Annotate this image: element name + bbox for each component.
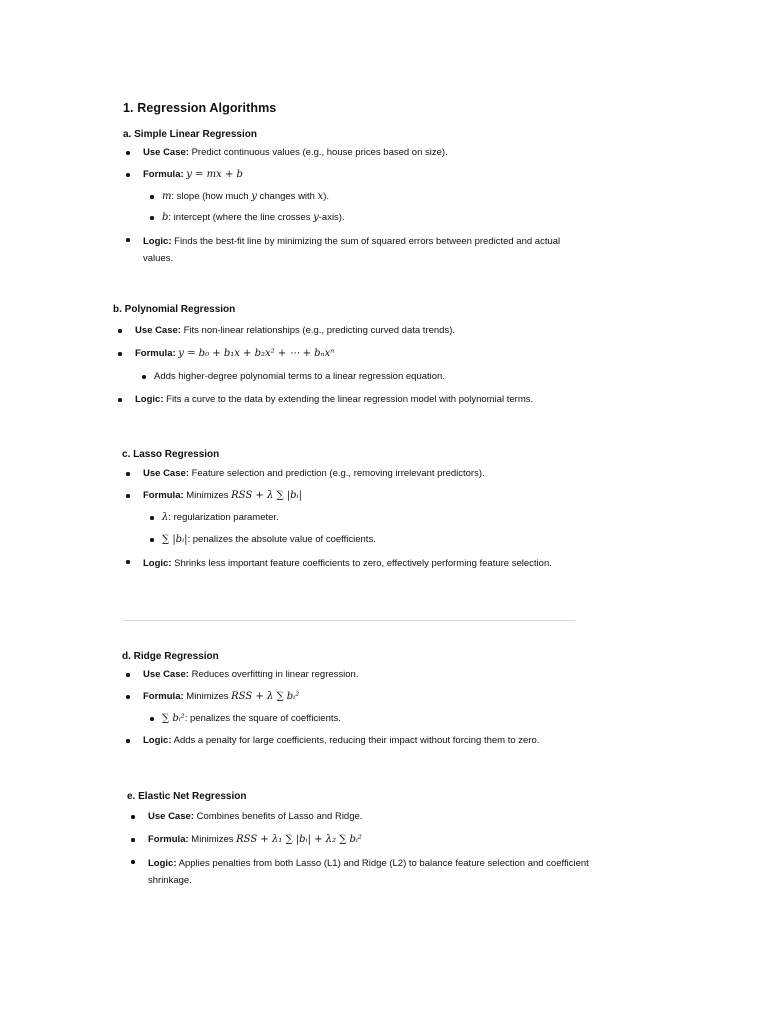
list-item: [143, 668, 592, 682]
list-item: [143, 555, 562, 572]
formula-label: Formula:: [135, 348, 176, 359]
use-case-label: Use Case:: [135, 325, 181, 336]
logic-text: Shrinks less important feature coefficients to zero, effectively performing feature selection.: [174, 558, 552, 569]
text: changes with: [256, 191, 318, 202]
list-item: [162, 533, 562, 547]
list-item: [143, 734, 592, 748]
subsection-title: d. Ridge Regression: [122, 651, 219, 662]
formula: y = b₀ + b₁x + b₂x² + ⋯ + bₙxⁿ: [178, 348, 335, 359]
text: : slope (how much: [171, 191, 252, 202]
bullet-list: [143, 146, 563, 267]
list-item: [143, 233, 563, 267]
math-symbol: ∑ |bᵢ|: [162, 534, 188, 545]
ridge-regression-section: [122, 651, 592, 748]
list-item: [162, 190, 563, 204]
math-symbol: ∑ bᵢ²: [162, 713, 185, 724]
formula: RSS + λ₁ ∑ |bᵢ| + λ₂ ∑ bᵢ²: [236, 834, 362, 845]
list-item: [162, 211, 563, 225]
math-symbol: x: [317, 191, 324, 202]
formula-label: Formula:: [143, 169, 184, 180]
list-item: [148, 855, 597, 889]
text: -axis).: [318, 212, 345, 223]
list-item: [148, 833, 597, 847]
bullet-list: [143, 668, 592, 748]
simple-linear-regression-section: [123, 129, 563, 267]
elastic-net-regression-section: [127, 791, 597, 889]
formula: y = mx + b: [186, 169, 243, 180]
bullet-list: [135, 324, 613, 407]
math-symbol: y: [251, 191, 257, 202]
math-symbol: λ: [162, 512, 169, 523]
subsection-title: e. Elastic Net Regression: [127, 791, 247, 802]
section-heading: 1. Regression Algorithms: [123, 101, 277, 115]
minimizes-text: Minimizes: [191, 834, 234, 845]
logic-label: Logic:: [143, 558, 172, 569]
use-case-text: Fits non-linear relationships (e.g., predicting curved data trends).: [183, 325, 456, 336]
logic-label: Logic:: [148, 858, 177, 869]
logic-text: Finds the best-fit line by minimizing the sum of squared errors between predicted and actual values.: [143, 236, 561, 264]
use-case-text: Reduces overfitting in linear regression.: [191, 669, 359, 680]
logic-label: Logic:: [143, 236, 172, 247]
bullet-list: [148, 810, 597, 889]
formula-label: Formula:: [143, 691, 184, 702]
text: Adds higher-degree polynomial terms to a linear regression equation.: [154, 371, 445, 382]
subsection-title: c. Lasso Regression: [122, 449, 220, 460]
list-item: [143, 489, 562, 503]
list-item: [135, 347, 613, 361]
bullet-list: [143, 467, 562, 572]
use-case-label: Use Case:: [143, 669, 189, 680]
logic-text: Applies penalties from both Lasso (L1) and Ridge (L2) to balance feature selection and coefficient shrinkage.: [148, 858, 589, 886]
formula-label: Formula:: [143, 490, 184, 501]
text: ).: [323, 191, 330, 202]
logic-text: Fits a curve to the data by extending the linear regression model with polynomial terms.: [166, 394, 534, 405]
minimizes-text: Minimizes: [186, 691, 229, 702]
math-symbol: m: [162, 191, 172, 202]
text: : penalizes the square of coefficients.: [184, 713, 341, 724]
formula: RSS + λ ∑ bᵢ²: [231, 691, 300, 702]
subsection-title: b. Polynomial Regression: [113, 304, 236, 315]
logic-label: Logic:: [143, 735, 172, 746]
list-item: [143, 467, 562, 481]
list-item: [154, 370, 613, 384]
text: : regularization parameter.: [168, 512, 279, 523]
text: : penalizes the absolute value of coefficients.: [187, 534, 376, 545]
list-item: [143, 168, 563, 182]
use-case-text: Combines benefits of Lasso and Ridge.: [196, 811, 363, 822]
math-symbol: b: [162, 212, 169, 223]
use-case-label: Use Case:: [148, 811, 194, 822]
use-case-label: Use Case:: [143, 468, 189, 479]
use-case-text: Feature selection and prediction (e.g., removing irrelevant predictors).: [191, 468, 485, 479]
lasso-regression-section: [122, 449, 562, 572]
subsection-title: a. Simple Linear Regression: [123, 129, 257, 140]
minimizes-text: Minimizes: [186, 490, 229, 501]
list-item: [162, 712, 592, 726]
horizontal-divider: [122, 620, 575, 621]
formula: RSS + λ ∑ |bᵢ|: [231, 490, 302, 501]
use-case-text: Predict continuous values (e.g., house prices based on size).: [191, 147, 448, 158]
list-item: [135, 324, 613, 338]
use-case-label: Use Case:: [143, 147, 189, 158]
text: : intercept (where the line crosses: [168, 212, 314, 223]
list-item: [162, 511, 562, 525]
polynomial-regression-section: [113, 304, 613, 407]
formula-label: Formula:: [148, 834, 189, 845]
logic-text: Adds a penalty for large coefficients, reducing their impact without forcing them to zero.: [173, 735, 540, 746]
list-item: [143, 146, 563, 160]
list-item: [135, 393, 613, 407]
list-item: [143, 690, 592, 704]
list-item: [148, 810, 597, 824]
logic-label: Logic:: [135, 394, 164, 405]
math-symbol: y: [313, 212, 319, 223]
